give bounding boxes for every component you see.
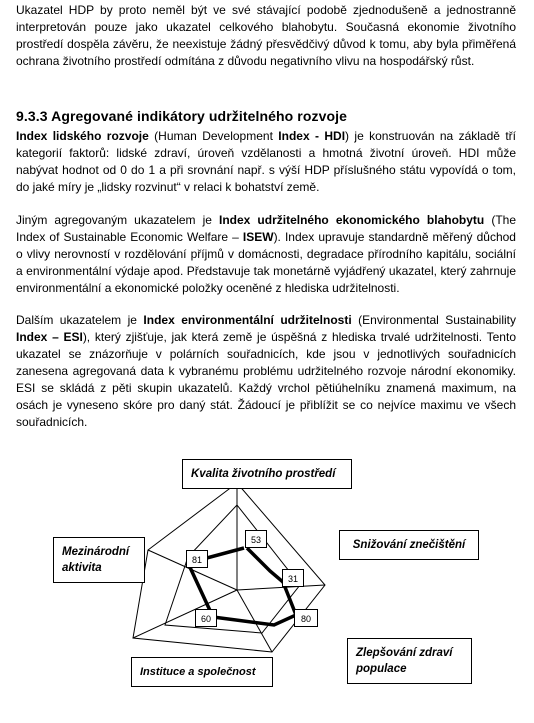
section-heading: 9.3.3 Agregované indikátory udržitelného rozvoje — [16, 108, 348, 124]
value-bottom-left: 60 — [195, 609, 217, 627]
hdi-abbrev: Index - HDI — [278, 129, 346, 143]
label-text: Kvalita životního prostředí — [191, 468, 336, 480]
label-text: Zlepšování zdraví — [356, 647, 453, 659]
text-run: ) je konstruován na základě tří kategorií faktorů: lidské zdraví, úroveň vzdělanosti a hmotná životní úroveň. HDI může nabývat hodnot od 0 do 1 a při srovnání např. s výší HDP příslušného státu vypovídá o tom, do jaké míry je „lidsky rozvinut“ v relaci k bohatství země. — [16, 129, 516, 194]
esi-abbrev: Index – ESI — [16, 330, 83, 344]
value-top: 53 — [245, 530, 267, 548]
text-run: ), který zjišťuje, jak která země je úspěšná z hlediska trvalé udržitelnosti. Tento ukazatel se znázorňuje v polárních souřadnicích, kde jsou v jednotlivých souřadnicích zanesena agregovaná data k vybranému problému udržitelného rozvoje národní ekonomiky. ESI se skládá z pěti skupin ukazatelů. Každý vrchol pětiúhelníku znamená maximum, na osách je vyneseno skóre pro daný stát. Žádoucí je přiblížit se co nejvíce maximu ve všech souřadnicích. — [16, 330, 516, 429]
label-pollution-reduction — [339, 530, 479, 560]
value-left: 81 — [186, 550, 208, 568]
label-text: populace — [356, 663, 407, 675]
text-run: ). Index upravuje standardně měřený důchod o vlivy nerovností v rozdělování příjmů v domácnosti, degradace přírodního kapitálu, sociální a environmentální výdaje apod. Představuje tak monetárně vyjádřený ukazatel, který zahrnuje environmentální a ekonomické položky oceněné z hlediska udržitelnosti. — [16, 230, 516, 295]
axis-right — [237, 585, 325, 590]
isew-term: Index udržitelného ekonomického blahobytu — [219, 213, 485, 227]
label-text: Instituce a společnost — [140, 666, 256, 678]
esi-term: Index environmentální udržitelnosti — [143, 313, 352, 327]
label-health-improvement — [347, 638, 472, 684]
label-text: Snižování znečištění — [352, 539, 466, 551]
label-quality-environment — [182, 459, 352, 489]
text-run: Dalším ukazatelem je — [16, 313, 144, 327]
label-text: Mezinárodní — [62, 546, 130, 558]
text-run: (The Index of Sustainable Economic Welfare – — [16, 213, 516, 244]
label-international-activity — [53, 537, 145, 583]
text-run: Jiným agregovaným ukazatelem je — [16, 213, 220, 227]
hdi-term: Index lidského rozvoje — [16, 129, 149, 143]
text-run: (Environmental Sustainability — [351, 313, 517, 327]
value-bottom-right: 80 — [294, 609, 318, 627]
text-run: (Human Development — [148, 129, 279, 143]
value-right: 31 — [282, 569, 304, 587]
axis-bottom-left — [133, 590, 237, 638]
isew-abbrev: ISEW — [242, 230, 274, 244]
label-text: aktivita — [62, 562, 102, 574]
intro-paragraph: Ukazatel HDP by proto neměl být ve své stávající podobě zjednodušeně a jednostranně interpretován pouze jako ukazatel celkového blahobytu. Současná ekonomie životního prostředí dospěla závěru, že neexistuje žádný přesvědčivý důvod k tomu, aby byla přiměřená ochrana životního prostředí odmítána z důvodu negativního vlivu na hospodářský růst. — [16, 3, 516, 68]
label-institutions-society — [131, 657, 273, 687]
